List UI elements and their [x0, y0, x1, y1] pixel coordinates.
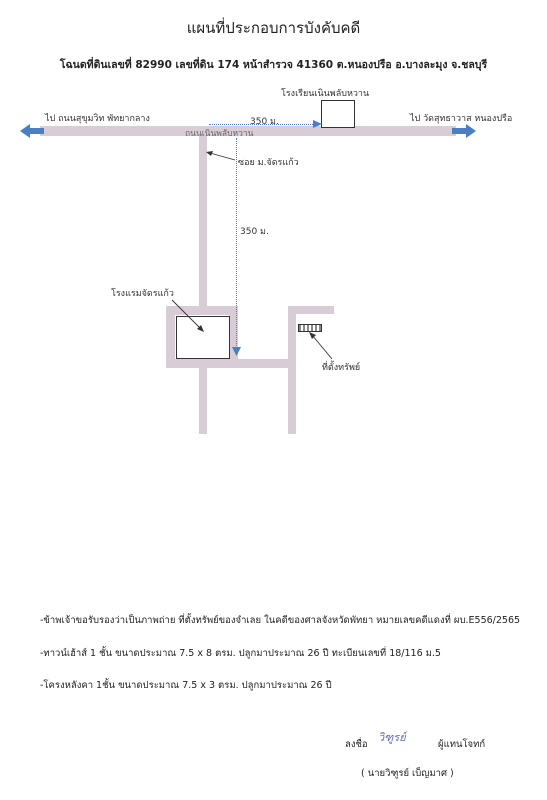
note-2: -ทาวน์เฮ้าส์ 1 ชั้น ขนาดประมาณ 7.5 x 8 ตรม. ปลูกมาประมาณ 26 ปี ทะเบียนเลขที่ 18/116 ม.5: [40, 648, 441, 659]
property-label: ที่ตั้งทรัพย์: [322, 363, 361, 373]
hotel-block-bottom: [166, 359, 290, 368]
right-direction-label: ไป วัดสุทธาวาส หนองปรือ: [410, 114, 513, 124]
main-road-label: ถนนเนินพลับหวาน: [185, 129, 254, 139]
note-1: -ข้าพเจ้าขอรับรองว่าเป็นภาพถ่าย ที่ตั้งทรัพย์ของจำเลย ในคดีของศาลจังหวัดพัทยา หมายเลขคดีแดงที่ ผบ.E556/2565: [40, 615, 521, 626]
hotel-pointer-icon: [170, 298, 210, 338]
school-building: [321, 100, 355, 128]
soi-label: ซอย ม.จัดรแก้ว: [238, 158, 299, 168]
distance-line-vertical: [236, 138, 237, 350]
left-direction-label: ไป ถนนสุขุมวิท พัทยากลาง: [45, 114, 150, 124]
note-3: -โครงหลังคา 1ชั้น ขนาดประมาณ 7.5 x 3 ตรม. ปลูกมาประมาณ 26 ปี: [40, 680, 332, 691]
distance-label-vertical: 350 ม.: [240, 227, 269, 237]
distance-arrow-down-icon: [231, 344, 242, 356]
signature-handwriting: วิฑูรย์: [378, 731, 406, 744]
sign-label: ลงชื่อ: [345, 739, 368, 750]
soi-pointer-icon: [205, 150, 237, 162]
deed-info: โฉนดที่ดินเลขที่ 82990 เลขที่ดิน 174 หน้าสำรวจ 41360 ต.หนองปรือ อ.บางละมุง จ.ชลบุรี: [59, 59, 488, 71]
property-pointer-icon: [306, 331, 336, 363]
distance-label-horizontal: 350 ม.: [250, 117, 279, 127]
signer-name: ( นายวิฑูรย์ เบ็ญมาศ ): [361, 768, 454, 779]
distance-arrow-icon: [310, 119, 322, 129]
property-road-side: [288, 306, 296, 434]
signer-role: ผู้แทนโจทก์: [438, 739, 486, 750]
hotel-label: โรงแรมจัดรแก้ว: [111, 289, 174, 299]
school-label: โรงเรียนเนินพลับหวาน: [281, 89, 370, 99]
page-title: แผนที่ประกอบการบังคับคดี: [186, 19, 361, 37]
arrow-left-icon: [20, 123, 44, 139]
south-road: [199, 368, 207, 434]
arrow-right-icon: [452, 123, 476, 139]
